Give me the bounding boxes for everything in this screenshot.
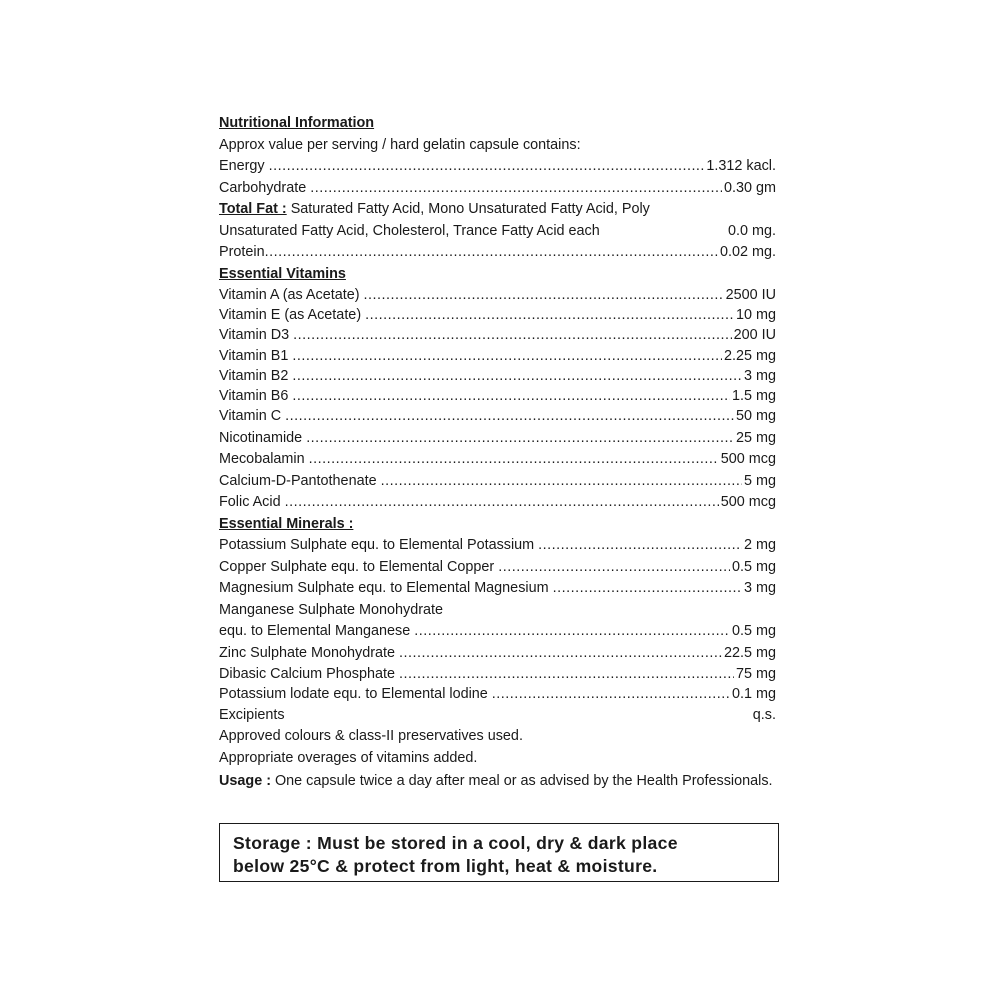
dot-leader <box>306 428 734 450</box>
energy-label: Energy <box>219 158 265 174</box>
vitamin-row <box>219 386 776 406</box>
vitamin-value: 50 mg <box>736 408 776 425</box>
excipients-label: Excipients <box>219 706 285 723</box>
dot-leader <box>399 643 722 665</box>
vitamin-value: 25 mg <box>736 429 776 446</box>
vitamin-name: Calcium-D-Pantothenate <box>219 472 377 489</box>
vitamin-name: Folic Acid <box>219 494 281 511</box>
vitamin-value: 3 mg <box>744 367 776 384</box>
dot-leader <box>292 386 730 406</box>
mineral-name: Potassium Sulphate equ. to Elemental Potassium <box>219 537 535 554</box>
mineral-row <box>219 535 776 557</box>
vitamin-value: 5 mg <box>744 472 776 489</box>
mineral-name: equ. to Elemental Manganese <box>219 623 411 640</box>
total-fat-line1 <box>219 199 776 221</box>
dot-leader <box>285 406 734 428</box>
dot-leader <box>553 578 742 600</box>
dot-leader <box>399 664 734 684</box>
energy-value: 1.312 kacl. <box>706 158 776 174</box>
mineral-name: Dibasic Calcium Phosphate <box>219 666 395 683</box>
total-fat-text2: Unsaturated Fatty Acid, Cholesterol, Trance Fatty Acid each <box>219 222 600 239</box>
dot-leader <box>538 535 742 557</box>
dot-leader <box>265 242 718 264</box>
protein-value: 0.02 mg. <box>720 244 776 260</box>
vitamin-row <box>219 492 776 514</box>
dot-leader <box>364 285 724 305</box>
vitamin-name: Vitamin B1 <box>219 347 289 364</box>
dot-leader <box>309 449 719 471</box>
vitamin-name: Mecobalamin <box>219 451 305 468</box>
vitamin-row <box>219 428 776 450</box>
dot-leader <box>414 621 730 643</box>
mineral-name: Potassium lodate equ. to Elemental lodine <box>219 686 488 703</box>
dot-leader <box>492 684 730 704</box>
dot-leader <box>269 156 705 178</box>
protein-row <box>219 242 776 264</box>
manganese-line1: Manganese Sulphate Monohydrate <box>219 601 444 618</box>
dot-leader <box>285 492 719 514</box>
mineral-row <box>219 578 776 600</box>
usage-text <box>219 769 776 791</box>
dot-leader <box>310 178 722 200</box>
mineral-value: 0.1 mg <box>732 686 776 703</box>
protein-label: Protein <box>219 244 265 260</box>
nutrition-title: Nutritional Information <box>219 115 375 131</box>
storage-box <box>219 823 779 882</box>
mineral-name: Zinc Sulphate Monohydrate <box>219 644 395 661</box>
dot-leader <box>381 471 742 493</box>
vitamin-name: Vitamin E (as Acetate) <box>219 307 362 324</box>
mineral-value: 22.5 mg <box>724 644 776 661</box>
excipients-row <box>219 705 776 727</box>
dot-leader <box>498 557 730 579</box>
mineral-value: 75 mg <box>736 666 776 683</box>
vitamin-name: Vitamin D3 <box>219 327 290 344</box>
vitamin-row <box>219 449 776 471</box>
mineral-row <box>219 557 776 579</box>
usage-instructions: One capsule twice a day after meal or as advised by the Health Professionals. <box>274 773 773 789</box>
mineral-value: 0.5 mg <box>732 558 776 575</box>
mineral-name: Copper Sulphate equ. to Elemental Copper <box>219 558 495 575</box>
excipients-value: q.s. <box>752 706 776 723</box>
vitamin-name: Vitamin B2 <box>219 367 289 384</box>
mineral-value: 3 mg <box>744 580 776 597</box>
energy-row <box>219 156 776 178</box>
carbohydrate-value: 0.30 gm <box>724 179 776 196</box>
total-fat-line2 <box>219 221 776 243</box>
mineral-name: Magnesium Sulphate equ. to Elemental Magnesium <box>219 580 549 597</box>
usage-label: Usage : <box>219 773 271 789</box>
mineral-row <box>219 621 776 643</box>
vitamins-list <box>219 285 776 514</box>
vitamin-value: 2.25 mg <box>724 347 776 364</box>
carbohydrate-row <box>219 178 776 200</box>
nutrition-panel <box>219 113 776 791</box>
mineral-value: 0.5 mg <box>732 623 776 640</box>
vitamin-value: 500 mcg <box>720 451 776 468</box>
vitamin-row <box>219 406 776 428</box>
dot-leader <box>292 366 742 386</box>
serving-intro: Approx value per serving / hard gelatin capsule contains: <box>219 136 581 153</box>
mineral-value: 2 mg <box>744 537 776 554</box>
vitamin-row <box>219 471 776 493</box>
mineral-row <box>219 643 776 665</box>
vitamin-name: Vitamin B6 <box>219 387 289 404</box>
total-fat-text1: Saturated Fatty Acid, Mono Unsaturated Fatty Acid, Poly <box>290 201 650 217</box>
storage-line1: Storage : Must be stored in a cool, dry & dark place <box>233 833 678 853</box>
vitamin-row <box>219 285 776 305</box>
overages-note: Appropriate overages of vitamins added. <box>219 749 478 766</box>
dot-leader <box>293 325 731 345</box>
mineral-row <box>219 664 776 684</box>
vitamin-row <box>219 366 776 386</box>
vitamin-name: Vitamin A (as Acetate) <box>219 287 360 303</box>
vitamin-row <box>219 346 776 366</box>
vitamin-value: 500 mcg <box>720 494 776 511</box>
colours-note: Approved colours & class-II preservatives used. <box>219 728 523 744</box>
vitamin-value: 1.5 mg <box>732 387 776 404</box>
vitamin-value: 10 mg <box>736 307 776 324</box>
dot-leader <box>365 305 734 325</box>
vitamin-row <box>219 305 776 325</box>
total-fat-label: Total Fat : <box>219 201 287 217</box>
total-fat-value: 0.0 mg. <box>728 222 776 239</box>
carbohydrate-label: Carbohydrate <box>219 179 307 196</box>
vitamin-row <box>219 325 776 345</box>
minerals-heading: Essential Minerals : <box>219 515 354 532</box>
minerals-list <box>219 535 776 704</box>
vitamin-value: 2500 IU <box>725 287 776 303</box>
mineral-row <box>219 684 776 704</box>
vitamins-heading: Essential Vitamins <box>219 265 346 282</box>
vitamin-value: 200 IU <box>733 327 776 344</box>
vitamin-name: Vitamin C <box>219 408 282 425</box>
storage-line2: below 25°C & protect from light, heat & moisture. <box>233 856 658 876</box>
dot-leader <box>292 346 722 366</box>
vitamin-name: Nicotinamide <box>219 429 303 446</box>
